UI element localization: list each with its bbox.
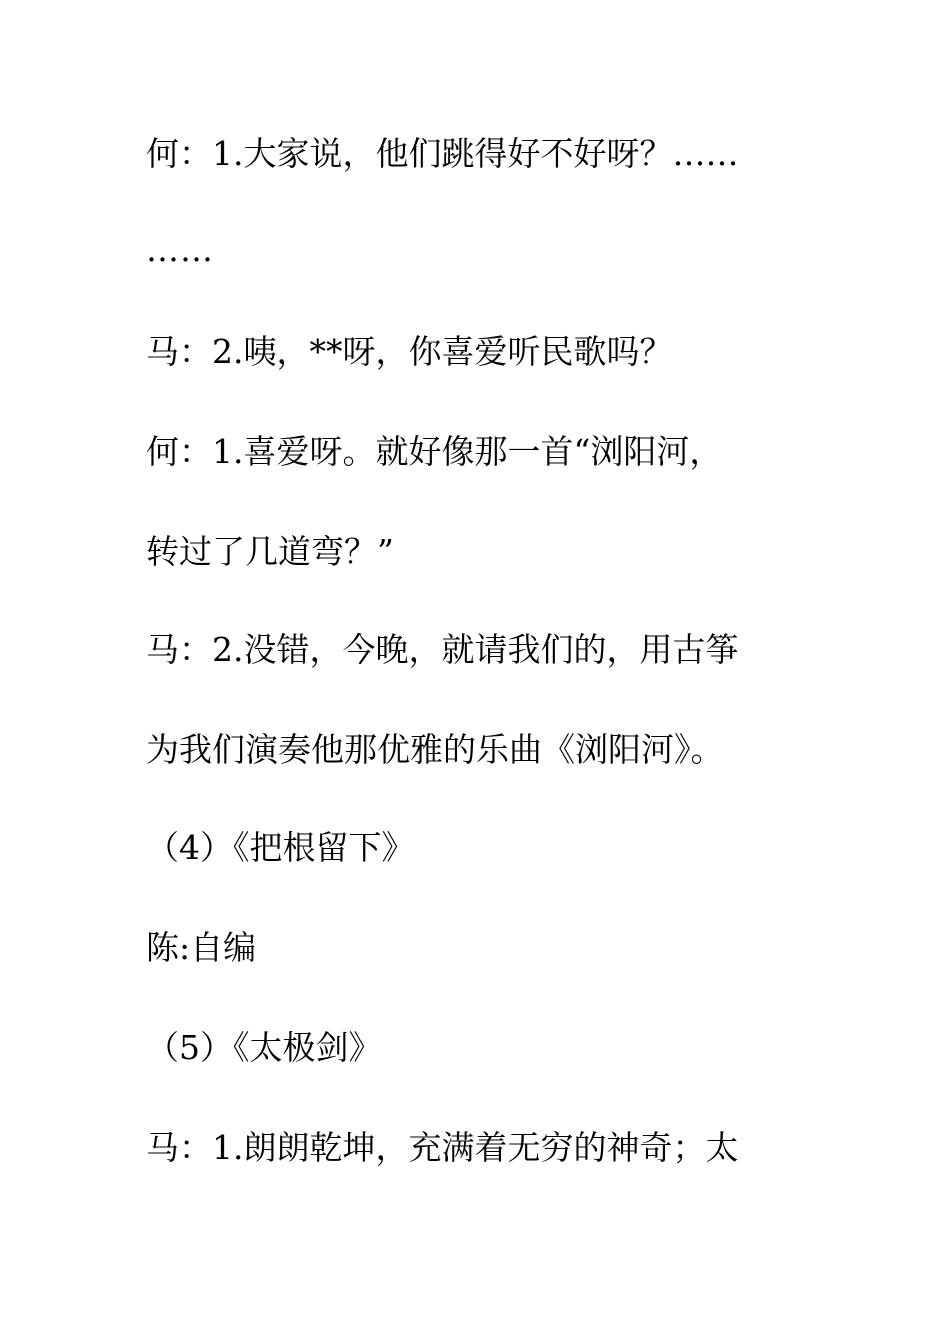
dialogue-line-he-2: 何：1.喜爱呀。就好像那一首“浏阳河， xyxy=(146,432,723,471)
program-item-4-heading: （4）《把根留下》 xyxy=(146,828,415,867)
program-item-5-heading: （5）《太极剑》 xyxy=(146,1028,382,1067)
dialogue-line-he-1: 何：1.大家说，他们跳得好不好呀？…… xyxy=(146,134,739,173)
dialogue-line-ma-3: 马：1.朗朗乾坤，充满着无穷的神奇；太 xyxy=(146,1128,739,1167)
dialogue-line-ma-2-cont: 为我们演奏他那优雅的乐曲《浏阳河》。 xyxy=(146,730,724,769)
dialogue-line-ma-2: 马：2.没错，今晚，就请我们的，用古筝 xyxy=(146,630,739,669)
ellipsis-continuation: …… xyxy=(146,230,214,269)
dialogue-line-he-2-cont: 转过了几道弯？” xyxy=(146,532,394,571)
dialogue-line-chen: 陈:自编 xyxy=(146,928,257,967)
dialogue-line-ma-1: 马：2.咦，**呀，你喜爱听民歌吗？ xyxy=(146,332,673,371)
